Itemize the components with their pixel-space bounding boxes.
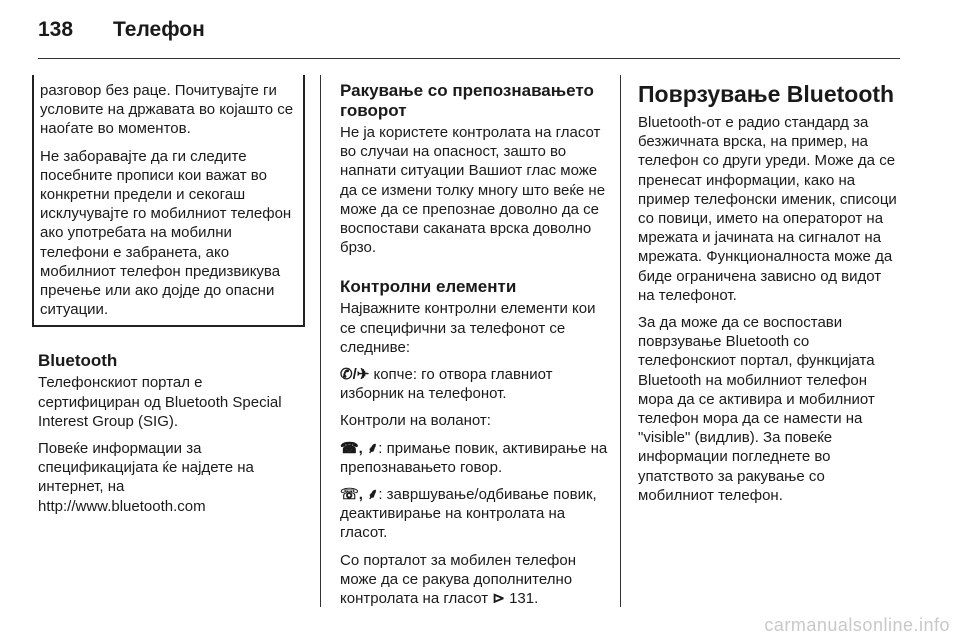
warning-box: [32, 75, 305, 327]
warning-paragraph: Не заборавајте да ги следите посебните прописи кои важат во конкретни предели и секогаш исклучувајте го мобилниот телефон ако употребата на мобилни телефони е забранета, ако мобилниот телефон предизвикува пречење или ако дојде до опасни ситуации.: [40, 147, 292, 319]
call-accept-icon: ☎, ⸙: [340, 439, 379, 457]
paragraph: Повеќе информации за спецификацијата ќе најдете на интернет, на: [38, 440, 254, 496]
paragraph: Не ја користете контролата на гласот во случаи на опасност, зашто во напнати ситуации Вашиот глас може да се измени толку многу што веќе не може да се препознае доволно да се воспостави саканата врска доволно брзо.: [340, 124, 606, 257]
call-reject-icon: ☏, ⸙: [340, 486, 379, 504]
paragraph: За да може да се воспостави поврзување Bluetooth со телефонскиот портал, функцијата Bluetooth на мобилниот телефон мора да се активира и мобилниот телефон мора да се намести на "visible" (видлив). За повеќе информации погледнете во упатството за ракување со мобилниот телефон.: [638, 314, 875, 504]
column-right: [638, 75, 900, 513]
paragraph: Контроли на воланот:: [340, 412, 491, 430]
paragraph: Bluetooth-от е радио стандард за безжичната врска, на пример, на телефон со други уреди. Може да се пренесат информации, како на пример телефонски именик, списоци со повици, името на операторот на мрежата и јачината на сигналот на мрежата. Функционалноста може да биде ограничена зависно од видот на телефонот.: [638, 114, 897, 304]
section-heading-controls: Контролни елементи: [340, 277, 517, 297]
page-header: [38, 18, 908, 54]
section-heading-bluetooth: Bluetooth: [38, 351, 118, 371]
paragraph: Најважните контролни елементи кои се специфични за телефонот се следниве:: [340, 300, 596, 356]
page-ref-arrow-icon: ⊳: [492, 590, 505, 608]
page-title: Телефон: [113, 18, 205, 41]
column-left: [38, 75, 303, 524]
column-divider: [620, 75, 621, 607]
section-heading-voice: Ракување со препознавањето говорот: [340, 81, 594, 120]
column-middle: [340, 75, 608, 616]
header-divider: [38, 58, 900, 59]
page-number: 138: [38, 18, 74, 41]
phone-end-icon: ✆/✈: [340, 366, 370, 384]
paragraph: Со порталот за мобилен телефон може да се ракува дополнително контролата на гласот ⊳ 131.: [340, 551, 577, 608]
section-heading-pairing: Поврзување Bluetooth: [638, 81, 895, 107]
watermark: carmanualsonline.info: [764, 615, 950, 635]
column-divider: [320, 75, 321, 607]
paragraph: ✆/✈ копче: го отвора главниот изборник на телефонот.: [340, 366, 553, 403]
paragraph: Телефонскиот портал е сертифициран од Bluetooth Special Interest Group (SIG).: [38, 374, 282, 430]
page-reference[interactable]: 131.: [509, 590, 539, 608]
warning-paragraph: разговор без раце. Почитувајте ги условите на државата во којашто се наоѓате во моментов.: [40, 82, 294, 138]
paragraph: ☏, ⸙: завршување/одбивање повик, деактивирање на контролата на гласот.: [340, 486, 597, 542]
bluetooth-link[interactable]: http://www.bluetooth.com: [38, 497, 206, 515]
paragraph: ☎, ⸙: примање повик, активирање на препознавањето говор.: [340, 439, 608, 476]
